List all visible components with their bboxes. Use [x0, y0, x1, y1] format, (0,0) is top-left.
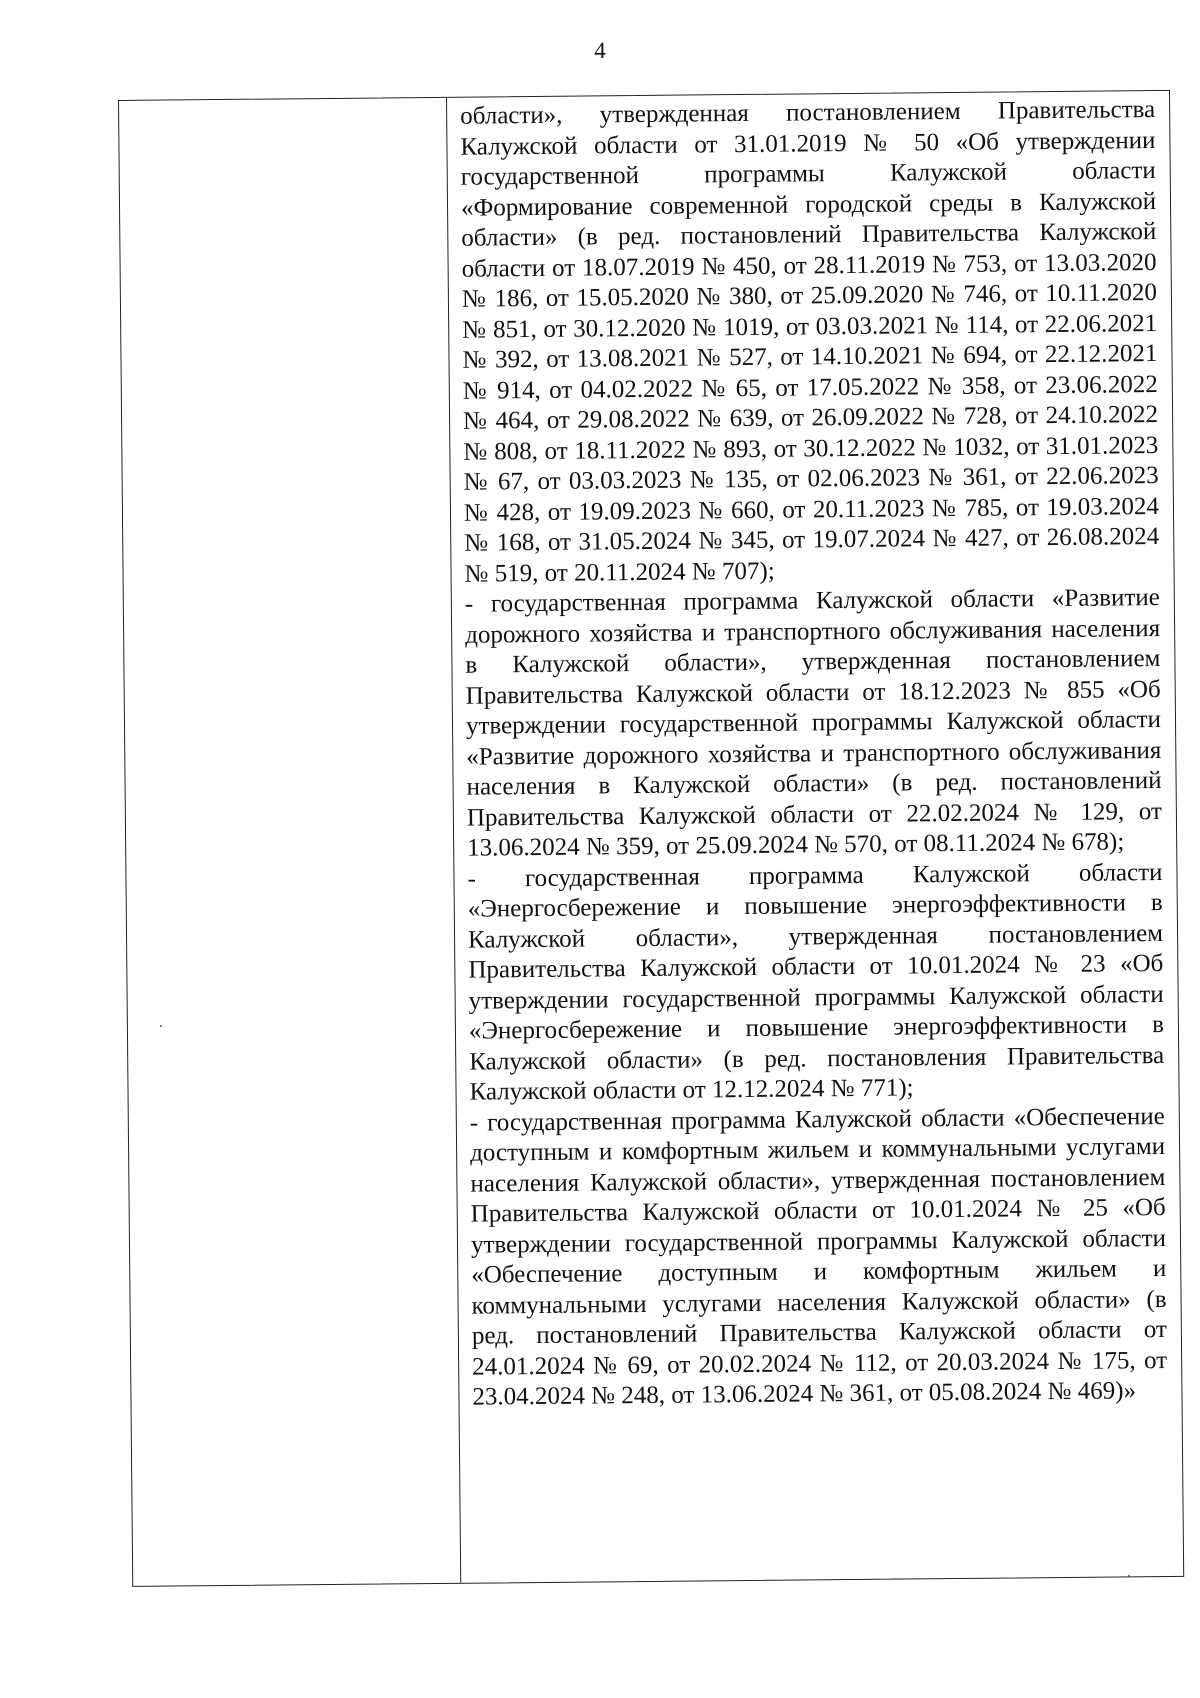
table-right-cell [446, 91, 1183, 1583]
scan-speck [160, 1025, 162, 1027]
paragraph-housing-utilities-program: - государственная программа Калужской области «Обеспечение доступным и комфортным жильем и коммунальными услугами населения Калужской области», утвержденная постановлением Правительства Калужской области от 10.01.2024 № 25 «Об утверждении государственной программы Калужской области «Обеспечение доступным и комфортным жильем и коммунальными услугами населения Калужской области» (в ред. постановлений Правительства Калужской области от 24.01.2024 № 69, от 20.02.2024 № 112, от 20.03.2024 № 175, от 23.04.2024 № 248, от 13.06.2024 № 361, от 05.08.2024 № 469)» [469, 1102, 1168, 1411]
table-left-cell [119, 98, 461, 1586]
paragraph-road-transport-program: - государственная программа Калужской области «Развитие дорожного хозяйства и транспортного обслуживания населения в Калужской области», утвержденная постановлением Правительства Калужской области от 18.12.2023 № 855 «Об утверждении государственной программы Калужской области «Развитие дорожного хозяйства и транспортного обслуживания населения в Калужской области» (в ред. постановлений Правительства Калужской области от 22.02.2024 № 129, от 13.06.2024 № 359, от 25.09.2024 № 570, от 08.11.2024 № 678); [464, 584, 1163, 862]
page-number: 4 [594, 38, 606, 63]
paragraph-urban-environment-program: области», утвержденная постановлением Правительства Калужской области от 31.01.2019 № 50 «Об утверждении государственной программы Калужской области «Формирование современной городской среды в Калужской области» (в ред. постановлений Правительства Калужской области от 18.07.2019 № 450, от 28.11.2019 № 753, от 13.03.2020 № 186, от 15.05.2020 № 380, от 25.09.2020 № 746, от 10.11.2020 № 851, от 30.12.2020 № 1019, от 03.03.2021 № 114, от 22.06.2021 № 392, от 13.08.2021 № 527, от 14.10.2021 № 694, от 22.12.2021 № 914, от 04.02.2022 № 65, от 17.05.2022 № 358, от 23.06.2022 № 464, от 29.08.2022 № 639, от 26.09.2022 № 728, от 24.10.2022 № 808, от 18.11.2022 № 893, от 30.12.2022 № 1032, от 31.01.2023 № 67, от 03.03.2023 № 135, от 02.06.2023 № 361, от 22.06.2023 № 428, от 19.09.2023 № 660, от 20.11.2023 № 785, от 19.03.2024 № 168, от 31.05.2024 № 345, от 19.07.2024 № 427, от 26.08.2024 № 519, от 20.11.2024 № 707); [460, 96, 1160, 588]
document-table [118, 90, 1184, 1587]
paragraph-energy-saving-program: - государственная программа Калужской области «Энергосбережение и повышение энергоэффективности в Калужской области», утвержденная постановлением Правительства Калужской области от 10.01.2024 № 23 «Об утверждении государственной программы Калужской области «Энергосбережение и повышение энергоэффективности в Калужской области» (в ред. постановления Правительства Калужской области от 12.12.2024 № 771); [467, 858, 1165, 1106]
scan-speck [1128, 1575, 1130, 1577]
